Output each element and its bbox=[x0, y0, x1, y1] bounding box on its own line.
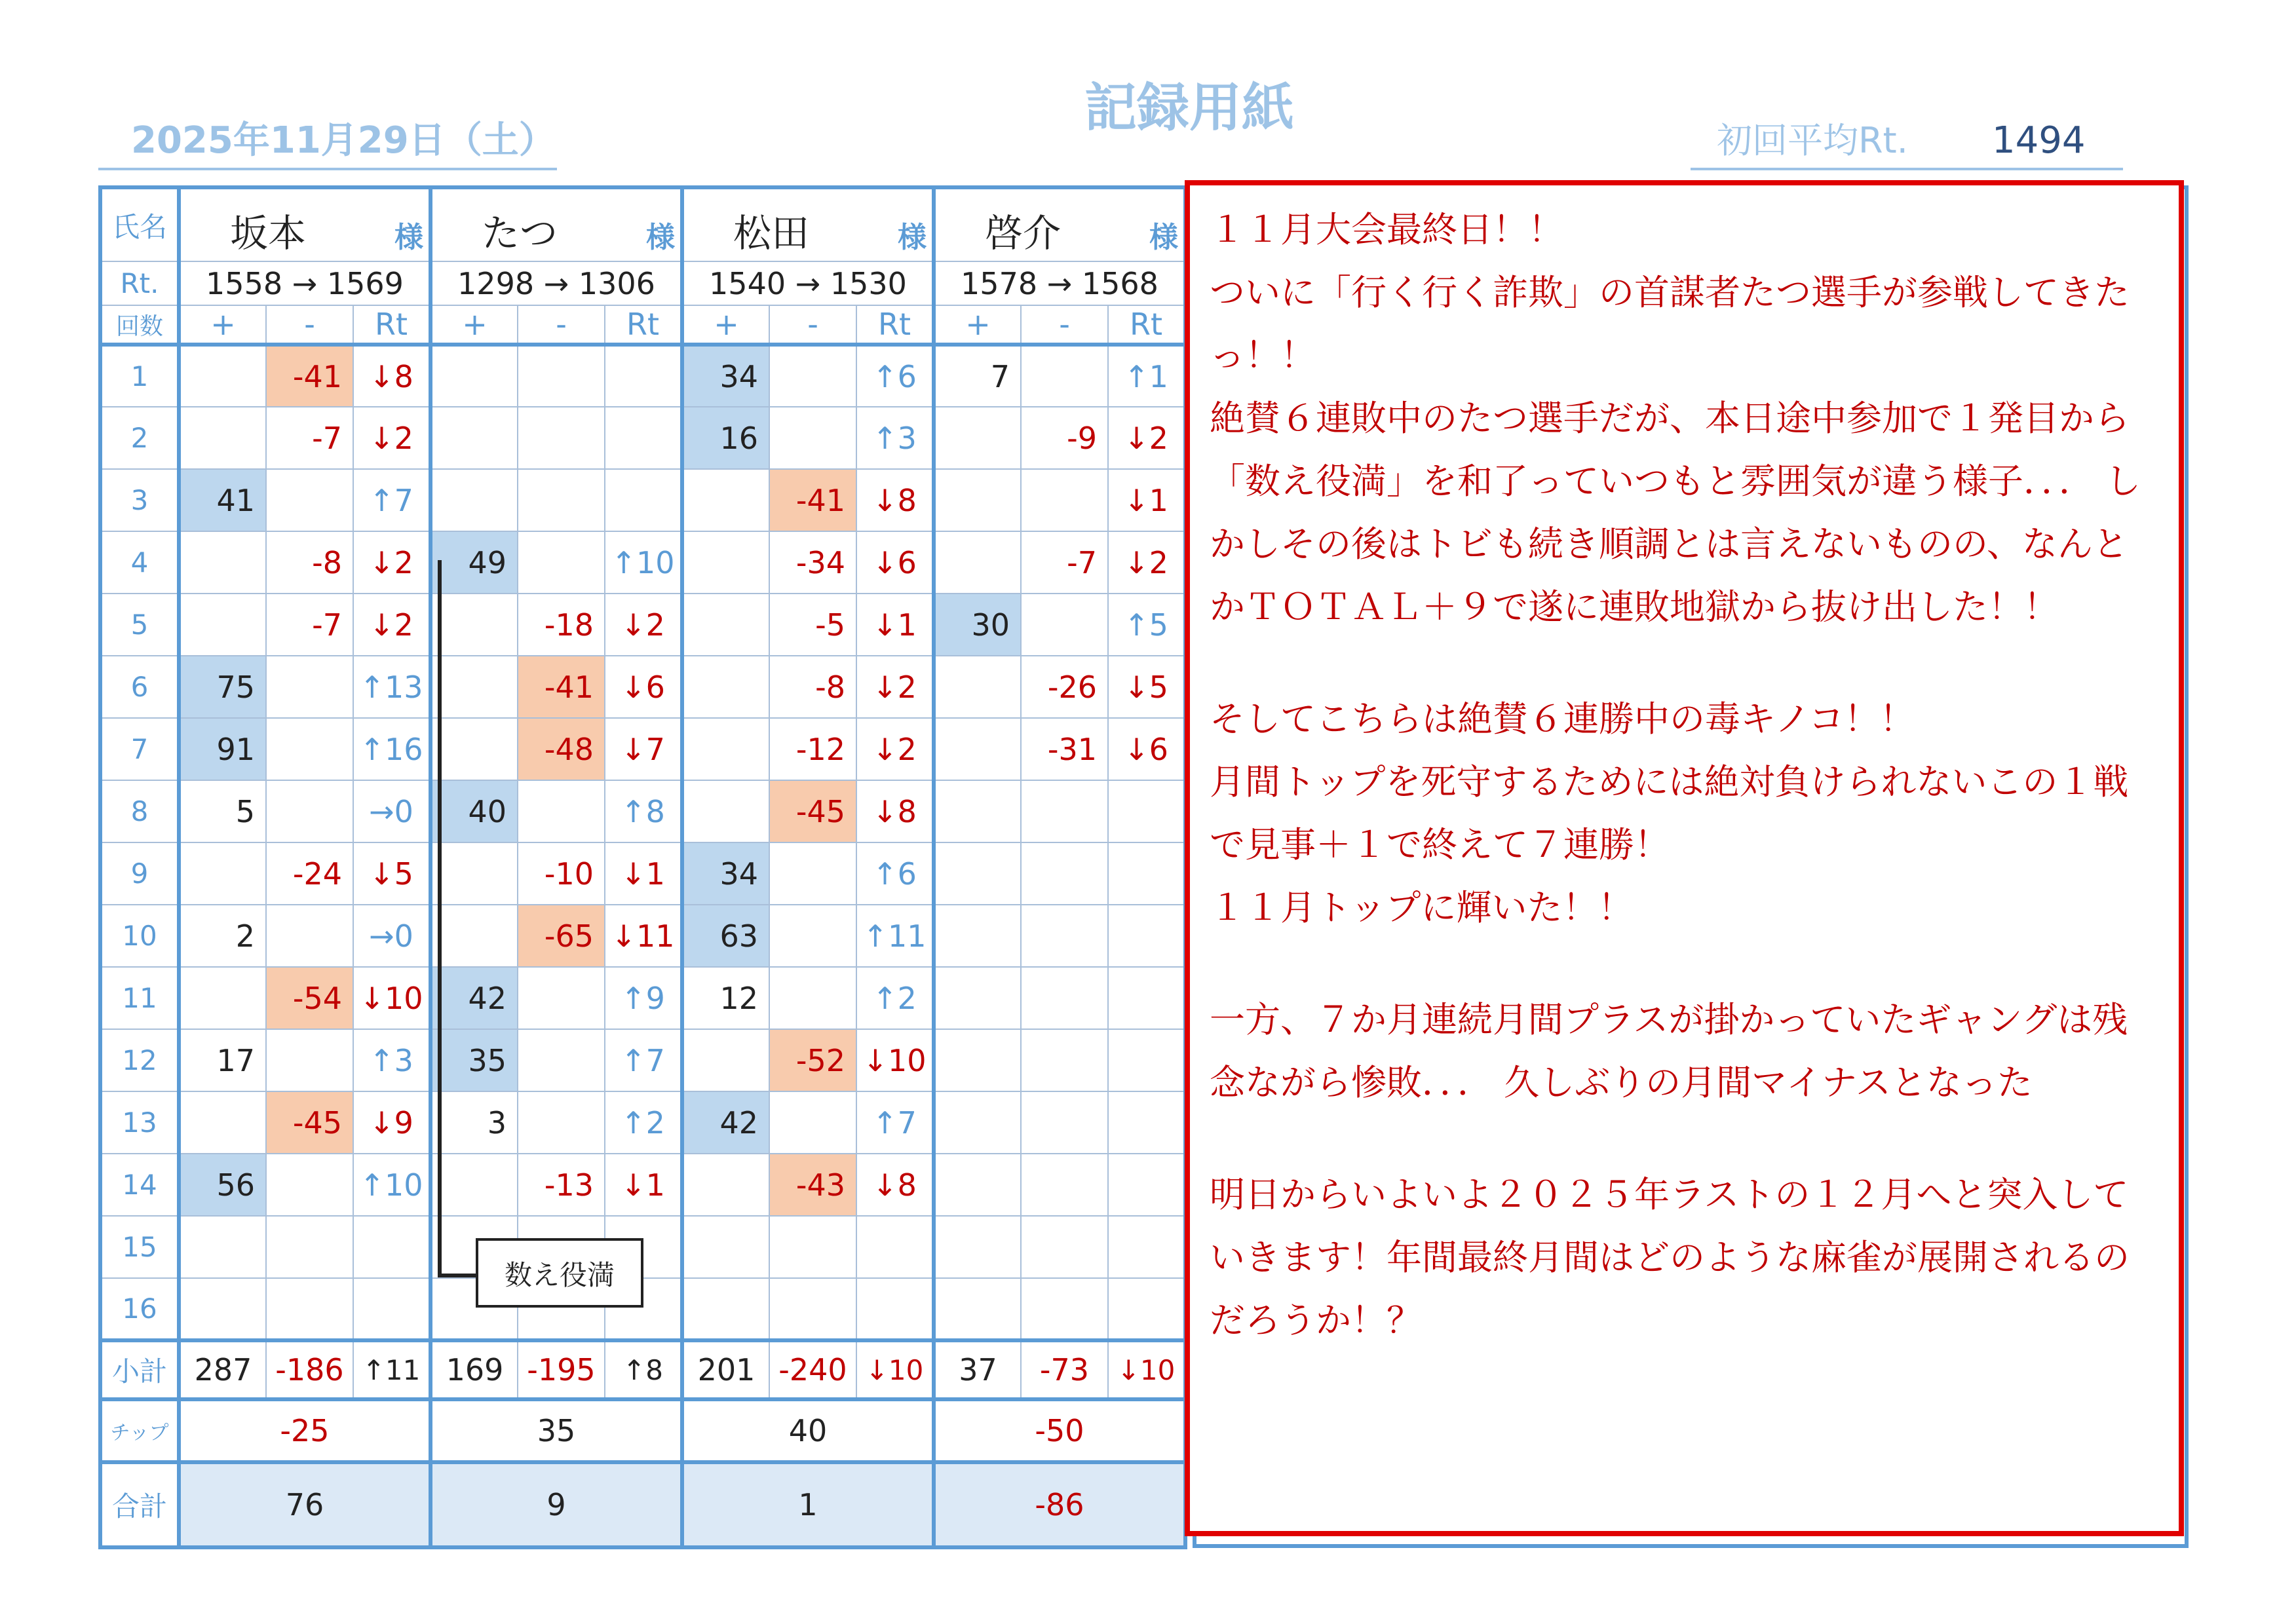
honorific-label: 様 bbox=[898, 221, 927, 254]
total-value: -86 bbox=[934, 1462, 1185, 1547]
subtotal-minus: -240 bbox=[769, 1340, 856, 1399]
minus-score-cell: -13 bbox=[518, 1154, 605, 1216]
rating-change-cell: ↑1 bbox=[1108, 345, 1185, 407]
round-number: 14 bbox=[100, 1154, 179, 1216]
minus-score-cell bbox=[769, 1216, 856, 1278]
chip-value: -25 bbox=[179, 1399, 430, 1462]
plus-score-cell bbox=[682, 594, 769, 656]
subtotal-rating-change: ↑8 bbox=[605, 1340, 682, 1399]
plus-score-cell: 41 bbox=[179, 469, 266, 531]
round-number: 10 bbox=[100, 905, 179, 967]
plus-score-cell bbox=[430, 1154, 518, 1216]
minus-score-cell bbox=[1021, 1091, 1108, 1154]
round-number: 6 bbox=[100, 656, 179, 718]
rating-change-cell: ↑7 bbox=[605, 1029, 682, 1091]
rating-change-cell: ↑7 bbox=[353, 469, 430, 531]
minus-score-cell: -7 bbox=[266, 407, 353, 469]
plus-score-cell bbox=[934, 967, 1021, 1029]
rt-header: Rt bbox=[856, 305, 934, 345]
subheader-row bbox=[100, 305, 1185, 345]
plus-score-cell bbox=[682, 1029, 769, 1091]
plus-header: + bbox=[682, 305, 769, 345]
minus-score-cell bbox=[1021, 967, 1108, 1029]
round-row bbox=[100, 656, 1185, 718]
rating-change-cell bbox=[353, 1278, 430, 1340]
minus-header: - bbox=[769, 305, 856, 345]
minus-score-cell: -5 bbox=[769, 594, 856, 656]
player-rating: 1298 → 1306 bbox=[430, 261, 682, 305]
plus-score-cell bbox=[430, 594, 518, 656]
subtotal-minus: -186 bbox=[266, 1340, 353, 1399]
minus-score-cell bbox=[769, 905, 856, 967]
plus-score-cell: 3 bbox=[430, 1091, 518, 1154]
minus-score-cell bbox=[1021, 842, 1108, 905]
plus-score-cell: 5 bbox=[179, 780, 266, 842]
rating-change-cell: ↑3 bbox=[353, 1029, 430, 1091]
avg-label: 初回平均Rt. bbox=[1717, 120, 1908, 161]
rating-change-cell: ↑13 bbox=[353, 656, 430, 718]
rating-change-cell: ↓8 bbox=[856, 469, 934, 531]
chip-value: -50 bbox=[934, 1399, 1185, 1462]
round-row bbox=[100, 1154, 1185, 1216]
rating-row bbox=[100, 261, 1185, 305]
plus-score-cell bbox=[682, 780, 769, 842]
comment-panel bbox=[1185, 180, 2184, 1536]
plus-header: + bbox=[934, 305, 1021, 345]
rating-change-cell: ↓1 bbox=[1108, 469, 1185, 531]
round-number: 4 bbox=[100, 531, 179, 594]
comment-paragraph: そしてこちらは絶賛６連勝中の毒キノコ！！ 月間トップを死守するためには絶対負けられないこの１戦で見事＋１で終えて７連勝！ １１月トップに輝いた！！ bbox=[1210, 698, 2129, 928]
rating-change-cell: ↑3 bbox=[856, 407, 934, 469]
initial-average-rating bbox=[1691, 111, 2123, 170]
round-row bbox=[100, 1091, 1185, 1154]
minus-score-cell: -41 bbox=[769, 469, 856, 531]
plus-score-cell: 42 bbox=[430, 967, 518, 1029]
plus-score-cell: 34 bbox=[682, 345, 769, 407]
total-value: 76 bbox=[179, 1462, 430, 1547]
subtotal-plus: 37 bbox=[934, 1340, 1021, 1399]
score-table bbox=[98, 185, 1187, 1549]
minus-score-cell bbox=[518, 345, 605, 407]
rating-change-cell bbox=[605, 469, 682, 531]
plus-score-cell bbox=[934, 407, 1021, 469]
round-row bbox=[100, 531, 1185, 594]
plus-score-cell bbox=[934, 718, 1021, 780]
round-row bbox=[100, 1029, 1185, 1091]
minus-score-cell: -8 bbox=[769, 656, 856, 718]
rating-change-cell: ↑6 bbox=[856, 345, 934, 407]
plus-score-cell bbox=[179, 1216, 266, 1278]
rating-change-cell bbox=[856, 1216, 934, 1278]
minus-score-cell bbox=[1021, 1154, 1108, 1216]
plus-score-cell bbox=[682, 656, 769, 718]
subtotal-rating-change: ↓10 bbox=[1108, 1340, 1185, 1399]
rating-change-cell: ↓8 bbox=[856, 780, 934, 842]
rating-change-cell: ↓9 bbox=[353, 1091, 430, 1154]
plus-score-cell: 17 bbox=[179, 1029, 266, 1091]
subtotal-plus: 169 bbox=[430, 1340, 518, 1399]
round-number: 13 bbox=[100, 1091, 179, 1154]
minus-score-cell: -65 bbox=[518, 905, 605, 967]
total-label: 合計 bbox=[100, 1462, 179, 1547]
plus-score-cell bbox=[179, 1091, 266, 1154]
minus-score-cell bbox=[518, 407, 605, 469]
plus-score-cell bbox=[682, 1154, 769, 1216]
total-row bbox=[100, 1462, 1185, 1547]
rating-change-cell: ↓6 bbox=[856, 531, 934, 594]
rating-change-cell bbox=[605, 345, 682, 407]
name-label: 氏名 bbox=[100, 187, 179, 261]
plus-score-cell bbox=[430, 842, 518, 905]
minus-score-cell bbox=[1021, 469, 1108, 531]
rating-change-cell: ↓7 bbox=[605, 718, 682, 780]
minus-score-cell bbox=[266, 1029, 353, 1091]
round-number: 9 bbox=[100, 842, 179, 905]
round-row bbox=[100, 967, 1185, 1029]
minus-score-cell bbox=[1021, 345, 1108, 407]
plus-score-cell bbox=[179, 967, 266, 1029]
plus-score-cell bbox=[682, 531, 769, 594]
plus-score-cell bbox=[179, 594, 266, 656]
rating-change-cell: ↓6 bbox=[1108, 718, 1185, 780]
plus-score-cell bbox=[430, 656, 518, 718]
minus-score-cell: -34 bbox=[769, 531, 856, 594]
annotation-leader-tick bbox=[438, 1274, 477, 1277]
round-row bbox=[100, 780, 1185, 842]
rating-change-cell: ↑2 bbox=[605, 1091, 682, 1154]
rating-change-cell: ↓10 bbox=[856, 1029, 934, 1091]
rating-change-cell: ↓1 bbox=[856, 594, 934, 656]
rating-change-cell: ↑10 bbox=[353, 1154, 430, 1216]
player-name: 坂本 bbox=[230, 211, 307, 255]
plus-score-cell bbox=[179, 531, 266, 594]
minus-score-cell bbox=[266, 718, 353, 780]
minus-score-cell: -45 bbox=[266, 1091, 353, 1154]
round-number: 3 bbox=[100, 469, 179, 531]
plus-score-cell bbox=[934, 656, 1021, 718]
subtotal-row bbox=[100, 1340, 1185, 1399]
minus-score-cell bbox=[1021, 1278, 1108, 1340]
plus-score-cell bbox=[179, 842, 266, 905]
round-count-label: 回数 bbox=[100, 305, 179, 345]
minus-score-cell: -54 bbox=[266, 967, 353, 1029]
plus-score-cell bbox=[934, 531, 1021, 594]
minus-score-cell: -26 bbox=[1021, 656, 1108, 718]
plus-score-cell bbox=[682, 718, 769, 780]
minus-header: - bbox=[266, 305, 353, 345]
minus-score-cell bbox=[266, 1154, 353, 1216]
rating-change-cell bbox=[1108, 1216, 1185, 1278]
rating-change-cell: ↓6 bbox=[605, 656, 682, 718]
minus-score-cell bbox=[1021, 780, 1108, 842]
rating-change-cell bbox=[605, 407, 682, 469]
rt-header: Rt bbox=[353, 305, 430, 345]
minus-score-cell: -45 bbox=[769, 780, 856, 842]
player-name: 啓介 bbox=[985, 211, 1062, 255]
rating-change-cell: ↓5 bbox=[353, 842, 430, 905]
rating-change-cell: ↓2 bbox=[353, 407, 430, 469]
rating-change-cell: ↓2 bbox=[353, 531, 430, 594]
plus-score-cell bbox=[934, 842, 1021, 905]
minus-score-cell bbox=[769, 407, 856, 469]
plus-score-cell bbox=[179, 407, 266, 469]
plus-score-cell: 56 bbox=[179, 1154, 266, 1216]
round-number: 1 bbox=[100, 345, 179, 407]
player-name-cell bbox=[682, 187, 934, 261]
plus-score-cell bbox=[682, 469, 769, 531]
rating-change-cell: ↓8 bbox=[856, 1154, 934, 1216]
rating-change-cell bbox=[1108, 905, 1185, 967]
player-rating: 1540 → 1530 bbox=[682, 261, 934, 305]
honorific-label: 様 bbox=[646, 221, 675, 254]
minus-score-cell bbox=[769, 345, 856, 407]
round-number: 5 bbox=[100, 594, 179, 656]
avg-value: 1494 bbox=[1992, 119, 2086, 162]
player-rating: 1578 → 1568 bbox=[934, 261, 1185, 305]
plus-score-cell: 49 bbox=[430, 531, 518, 594]
plus-score-cell bbox=[179, 1278, 266, 1340]
minus-score-cell: -41 bbox=[518, 656, 605, 718]
minus-score-cell bbox=[769, 1091, 856, 1154]
rating-change-cell: ↑5 bbox=[1108, 594, 1185, 656]
minus-score-cell bbox=[1021, 594, 1108, 656]
subtotal-plus: 201 bbox=[682, 1340, 769, 1399]
player-name-cell bbox=[934, 187, 1185, 261]
round-row bbox=[100, 345, 1185, 407]
plus-score-cell bbox=[430, 905, 518, 967]
player-name-cell bbox=[179, 187, 430, 261]
annotation-leader-line bbox=[438, 560, 442, 1277]
rating-change-cell bbox=[1108, 1091, 1185, 1154]
minus-score-cell: -48 bbox=[518, 718, 605, 780]
rating-change-cell: ↓5 bbox=[1108, 656, 1185, 718]
minus-score-cell bbox=[518, 1091, 605, 1154]
plus-score-cell bbox=[934, 905, 1021, 967]
plus-score-cell bbox=[934, 1278, 1021, 1340]
plus-score-cell bbox=[430, 718, 518, 780]
rating-change-cell bbox=[1108, 967, 1185, 1029]
plus-score-cell bbox=[934, 1029, 1021, 1091]
minus-score-cell bbox=[518, 531, 605, 594]
minus-score-cell: -31 bbox=[1021, 718, 1108, 780]
rating-change-cell: ↓2 bbox=[605, 594, 682, 656]
plus-score-cell bbox=[934, 1091, 1021, 1154]
rating-change-cell bbox=[1108, 1154, 1185, 1216]
honorific-label: 様 bbox=[1149, 221, 1178, 254]
player-name: 松田 bbox=[733, 211, 810, 255]
plus-score-cell: 75 bbox=[179, 656, 266, 718]
rating-change-cell: ↓2 bbox=[353, 594, 430, 656]
rating-change-cell bbox=[1108, 780, 1185, 842]
rating-change-cell: ↑6 bbox=[856, 842, 934, 905]
minus-score-cell: -12 bbox=[769, 718, 856, 780]
plus-score-cell: 2 bbox=[179, 905, 266, 967]
rating-change-cell bbox=[353, 1216, 430, 1278]
subtotal-plus: 287 bbox=[179, 1340, 266, 1399]
plus-score-cell: 12 bbox=[682, 967, 769, 1029]
minus-score-cell: -8 bbox=[266, 531, 353, 594]
minus-score-cell bbox=[769, 967, 856, 1029]
minus-score-cell bbox=[1021, 1216, 1108, 1278]
rating-change-cell: ↓2 bbox=[1108, 407, 1185, 469]
subtotal-rating-change: ↑11 bbox=[353, 1340, 430, 1399]
rating-change-cell: ↓11 bbox=[605, 905, 682, 967]
rating-change-cell: ↑16 bbox=[353, 718, 430, 780]
minus-score-cell bbox=[266, 469, 353, 531]
minus-score-cell bbox=[769, 842, 856, 905]
minus-score-cell: -7 bbox=[266, 594, 353, 656]
round-number: 11 bbox=[100, 967, 179, 1029]
plus-score-cell: 63 bbox=[682, 905, 769, 967]
plus-header: + bbox=[430, 305, 518, 345]
round-number: 7 bbox=[100, 718, 179, 780]
plus-score-cell bbox=[934, 1154, 1021, 1216]
minus-score-cell: -24 bbox=[266, 842, 353, 905]
minus-score-cell bbox=[518, 967, 605, 1029]
rating-change-cell: →0 bbox=[353, 780, 430, 842]
chip-row bbox=[100, 1399, 1185, 1462]
minus-score-cell bbox=[266, 656, 353, 718]
minus-score-cell bbox=[266, 780, 353, 842]
minus-score-cell: -18 bbox=[518, 594, 605, 656]
annotation-box: 数え役満 bbox=[476, 1238, 643, 1308]
minus-score-cell bbox=[518, 780, 605, 842]
rt-header: Rt bbox=[1108, 305, 1185, 345]
minus-score-cell: -10 bbox=[518, 842, 605, 905]
plus-score-cell bbox=[682, 1278, 769, 1340]
rating-change-cell: ↓2 bbox=[856, 656, 934, 718]
rating-change-cell: →0 bbox=[353, 905, 430, 967]
plus-score-cell: 34 bbox=[682, 842, 769, 905]
minus-score-cell bbox=[1021, 1029, 1108, 1091]
date-field: 2025年11月29日（土） bbox=[98, 111, 557, 170]
round-number: 15 bbox=[100, 1216, 179, 1278]
rating-change-cell: ↓2 bbox=[1108, 531, 1185, 594]
plus-header: + bbox=[179, 305, 266, 345]
rating-change-cell: ↓2 bbox=[856, 718, 934, 780]
minus-score-cell bbox=[266, 1278, 353, 1340]
minus-score-cell bbox=[266, 1216, 353, 1278]
round-row bbox=[100, 594, 1185, 656]
rating-change-cell: ↓8 bbox=[353, 345, 430, 407]
rating-label: Rt. bbox=[100, 261, 179, 305]
subtotal-rating-change: ↓10 bbox=[856, 1340, 934, 1399]
minus-score-cell bbox=[266, 905, 353, 967]
total-value: 9 bbox=[430, 1462, 682, 1547]
subtotal-minus: -195 bbox=[518, 1340, 605, 1399]
rating-change-cell bbox=[1108, 1278, 1185, 1340]
plus-score-cell: 42 bbox=[682, 1091, 769, 1154]
minus-score-cell bbox=[769, 1278, 856, 1340]
rating-change-cell bbox=[1108, 1029, 1185, 1091]
chip-value: 35 bbox=[430, 1399, 682, 1462]
rating-change-cell: ↑11 bbox=[856, 905, 934, 967]
minus-score-cell: -9 bbox=[1021, 407, 1108, 469]
chip-label: チップ bbox=[100, 1399, 179, 1462]
round-number: 2 bbox=[100, 407, 179, 469]
plus-score-cell bbox=[430, 407, 518, 469]
round-row bbox=[100, 407, 1185, 469]
plus-score-cell bbox=[179, 345, 266, 407]
minus-score-cell bbox=[1021, 905, 1108, 967]
round-row bbox=[100, 718, 1185, 780]
minus-score-cell: -43 bbox=[769, 1154, 856, 1216]
rating-change-cell bbox=[1108, 842, 1185, 905]
player-name: たつ bbox=[482, 211, 558, 255]
plus-score-cell bbox=[682, 1216, 769, 1278]
plus-score-cell: 7 bbox=[934, 345, 1021, 407]
rating-change-cell: ↑8 bbox=[605, 780, 682, 842]
plus-score-cell: 91 bbox=[179, 718, 266, 780]
rating-change-cell: ↑9 bbox=[605, 967, 682, 1029]
rating-change-cell: ↓1 bbox=[605, 1154, 682, 1216]
minus-score-cell: -7 bbox=[1021, 531, 1108, 594]
page-title: 記録用紙 bbox=[1084, 77, 1294, 138]
round-number: 16 bbox=[100, 1278, 179, 1340]
rating-change-cell bbox=[856, 1278, 934, 1340]
rating-change-cell: ↓1 bbox=[605, 842, 682, 905]
subtotal-label: 小計 bbox=[100, 1340, 179, 1399]
plus-score-cell bbox=[430, 345, 518, 407]
total-value: 1 bbox=[682, 1462, 934, 1547]
round-row bbox=[100, 842, 1185, 905]
rt-header: Rt bbox=[605, 305, 682, 345]
round-number: 12 bbox=[100, 1029, 179, 1091]
minus-score-cell: -41 bbox=[266, 345, 353, 407]
name-row bbox=[100, 187, 1185, 261]
chip-value: 40 bbox=[682, 1399, 934, 1462]
subtotal-minus: -73 bbox=[1021, 1340, 1108, 1399]
comment-paragraph: 一方、７か月連続月間プラスが掛かっていたギャングは残念ながら惨敗．．． 久しぶりの月間マイナスとなった bbox=[1210, 999, 2128, 1103]
comment-paragraph: １１月大会最終日！！ ついに「行く行く詐欺」の首謀者たつ選手が参戦してきたっ！！ 絶賛６連敗中のたつ選手だが、本日途中参加で１発目から「数え役満」を和了っていつもと雰囲気が違う様子．．． しかしその後はトビも続き順調とは言えないものの、なんとかＴＯＴＡＬ＋９で遂に連敗地獄から抜け出した！！ bbox=[1210, 209, 2141, 628]
minus-score-cell bbox=[518, 469, 605, 531]
comment-paragraph: 明日からいよいよ２０２５年ラストの１２月へと突入していきます！年間最終月間はどのような麻雀が展開されるのだろうか！？ bbox=[1210, 1174, 2130, 1341]
plus-score-cell bbox=[430, 469, 518, 531]
rating-change-cell: ↑2 bbox=[856, 967, 934, 1029]
round-row bbox=[100, 469, 1185, 531]
rating-change-cell: ↓10 bbox=[353, 967, 430, 1029]
plus-score-cell: 16 bbox=[682, 407, 769, 469]
player-name-cell bbox=[430, 187, 682, 261]
plus-score-cell bbox=[934, 780, 1021, 842]
minus-header: - bbox=[518, 305, 605, 345]
minus-score-cell: -52 bbox=[769, 1029, 856, 1091]
plus-score-cell: 40 bbox=[430, 780, 518, 842]
rating-change-cell: ↑10 bbox=[605, 531, 682, 594]
round-number: 8 bbox=[100, 780, 179, 842]
plus-score-cell: 35 bbox=[430, 1029, 518, 1091]
player-rating: 1558 → 1569 bbox=[179, 261, 430, 305]
plus-score-cell bbox=[934, 469, 1021, 531]
round-row bbox=[100, 905, 1185, 967]
honorific-label: 様 bbox=[394, 221, 423, 254]
rating-change-cell: ↑7 bbox=[856, 1091, 934, 1154]
plus-score-cell bbox=[934, 1216, 1021, 1278]
plus-score-cell: 30 bbox=[934, 594, 1021, 656]
minus-score-cell bbox=[518, 1029, 605, 1091]
minus-header: - bbox=[1021, 305, 1108, 345]
